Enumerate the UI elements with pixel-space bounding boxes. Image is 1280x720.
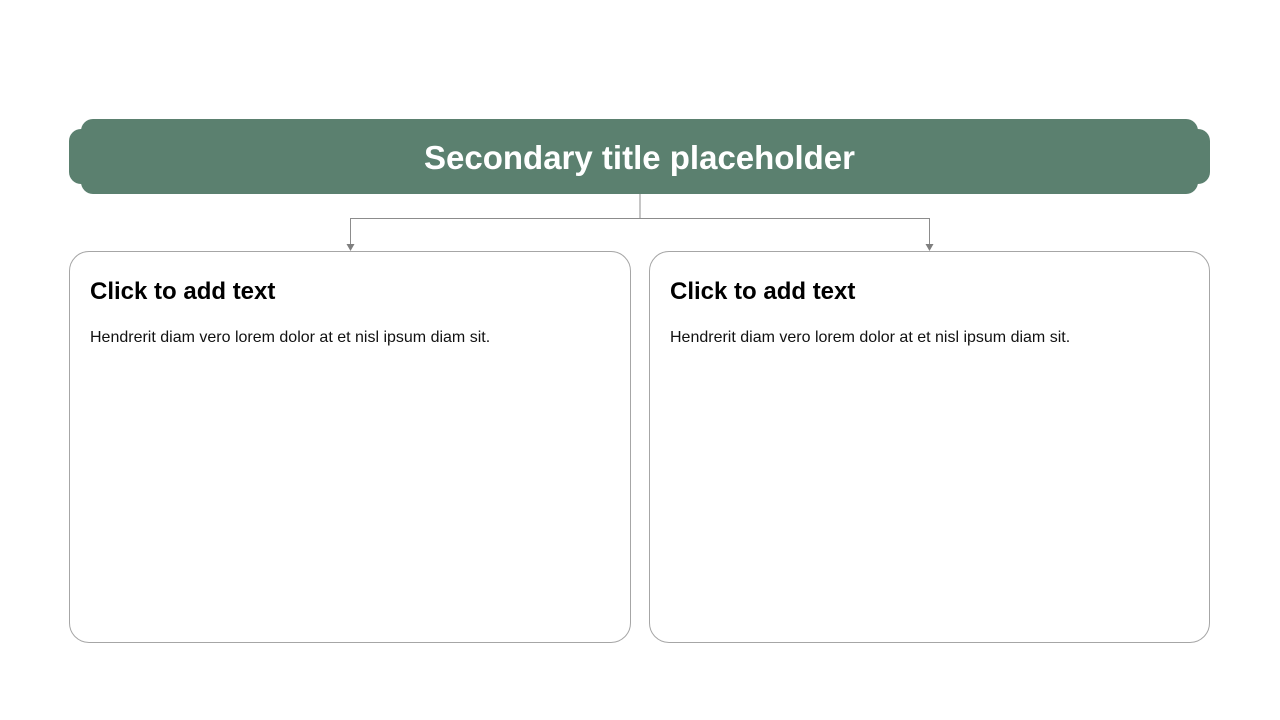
arrowhead-right-icon (926, 244, 934, 251)
content-card-right[interactable] (649, 251, 1210, 643)
secondary-title[interactable]: Secondary title placeholder (424, 139, 855, 176)
card-heading[interactable]: Click to add text (670, 278, 856, 305)
content-card-left[interactable] (69, 251, 631, 643)
card-heading[interactable]: Click to add text (90, 278, 276, 305)
arrowhead-left-icon (347, 244, 355, 251)
title-banner[interactable] (69, 119, 1210, 194)
card-body-text[interactable]: Hendrerit diam vero lorem dolor at et nisl ipsum diam sit. (670, 329, 1071, 346)
card-body-text[interactable]: Hendrerit diam vero lorem dolor at et nisl ipsum diam sit. (90, 329, 491, 346)
